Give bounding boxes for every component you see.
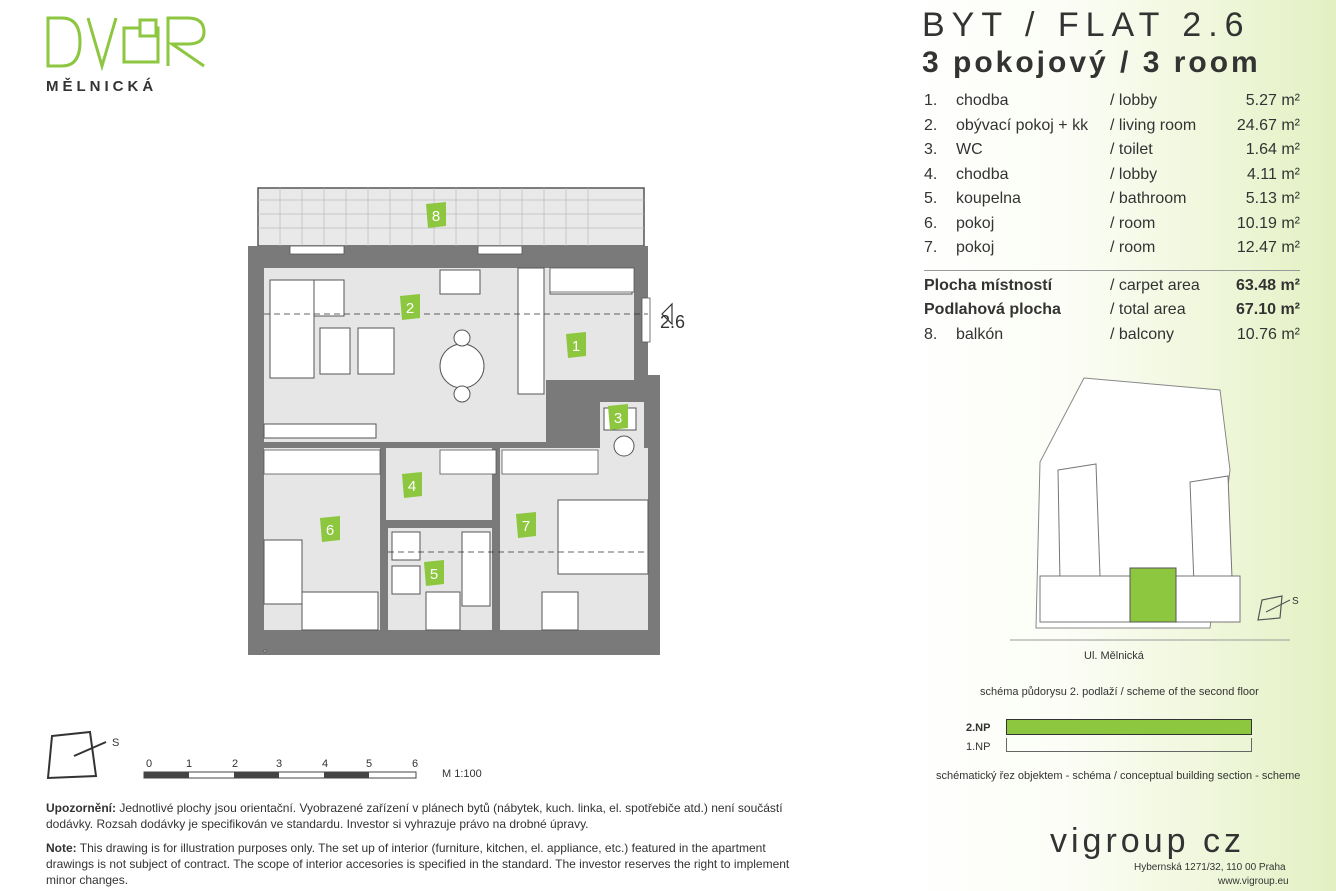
room-marker-7 <box>516 512 536 538</box>
room-marker-5 <box>424 560 444 586</box>
room-marker-3 <box>608 404 628 430</box>
north-compass-icon <box>44 728 134 788</box>
total-row: Plocha místností / carpet area 63.48 m² <box>924 276 1300 294</box>
flat-title: BYT / FLAT 2.6 <box>922 6 1251 44</box>
svg-text:3: 3 <box>613 410 623 427</box>
disclaimer-en: Note: This drawing is for illustration purposes only. The set up of interior (furniture, kitchen, el. appliance, etc.) featured in the apartment drawings is not subject of contract. The scope of interior accesories is specified in the standard. The investor reserves the right to implement minor changes. <box>46 841 790 887</box>
room-marker-6 <box>320 516 340 542</box>
svg-text:4: 4 <box>407 478 417 495</box>
room-table <box>924 92 1300 350</box>
scale-tick: 5 <box>366 758 373 770</box>
room-row: 7. pokoj / room 12.47 m² <box>924 239 1300 256</box>
divider <box>924 270 1300 271</box>
svg-text:S: S <box>1292 596 1299 607</box>
company-website: www.vigroup.eu <box>1218 876 1289 887</box>
scale-label: M 1:100 <box>442 768 482 780</box>
scale-tick: 1 <box>186 758 193 770</box>
room-marker-4 <box>402 472 422 498</box>
room-row: 6. pokoj / room 10.19 m² <box>924 214 1300 232</box>
logo-subtitle: MĚLNICKÁ <box>46 78 158 95</box>
svg-text:5: 5 <box>429 566 439 583</box>
svg-text:2: 2 <box>405 300 415 317</box>
room-row: 2. obývací pokoj + kk / living room 24.67 m² <box>924 116 1300 134</box>
scale-tick: 4 <box>322 758 329 770</box>
balcony-row: 8. balkón / balcony 10.76 m² <box>924 325 1300 343</box>
svg-text:7: 7 <box>521 518 531 535</box>
svg-text:S: S <box>112 737 120 749</box>
site-scheme <box>1000 370 1300 650</box>
svg-text:6: 6 <box>325 522 335 539</box>
section-caption: schématický řez objektem - schéma / conceptual building section - scheme <box>936 770 1301 782</box>
street-label: Ul. Mělnická <box>1084 650 1144 662</box>
flat-number-marker: 2.6 <box>660 312 686 332</box>
disclaimer-cz: Upozornění: Jednotlivé plochy jsou orientační. Vyobrazené zařízení v plánech bytů (nábytek, kuch. linka, el. spotřebiče atd.) není součástí dodávky. Rozsah dodávky je specifikován ve standardu. Investor si vyhrazuje právo na drobné úpravy. <box>46 801 783 831</box>
room-row: 3. WC / toilet 1.64 m² <box>924 141 1300 158</box>
scale-tick: 6 <box>412 758 419 770</box>
floor-plan <box>240 180 680 660</box>
room-row: 5. koupelna / bathroom 5.13 m² <box>924 190 1300 207</box>
room-marker-1 <box>566 332 586 358</box>
room-marker-8 <box>426 202 446 228</box>
vigroup-logo: vigroup cz <box>1050 822 1245 860</box>
floor-label-2np: 2.NP <box>966 722 991 734</box>
floor-bar-2np <box>1006 719 1252 735</box>
scheme-caption: schéma půdorysu 2. podlaží / scheme of the second floor <box>980 686 1259 698</box>
room-row: 1. chodba / lobby 5.27 m² <box>924 92 1300 109</box>
floor-label-1np: 1.NP <box>966 741 991 753</box>
scale-tick: 2 <box>232 758 239 770</box>
total-row: Podlahová plocha / total area 67.10 m² <box>924 301 1300 318</box>
scale-tick: 0 <box>146 758 153 770</box>
flat-subtitle: 3 pokojový / 3 room <box>922 46 1261 79</box>
svg-text:1: 1 <box>571 338 581 355</box>
room-marker-2 <box>400 294 420 320</box>
room-row: 4. chodba / lobby 4.11 m² <box>924 165 1300 183</box>
floor-bar-1np <box>1006 738 1252 752</box>
scale-tick: 3 <box>276 758 283 770</box>
company-address: Hybernská 1271/32, 110 00 Praha <box>1134 862 1286 873</box>
svg-text:8: 8 <box>431 208 441 225</box>
